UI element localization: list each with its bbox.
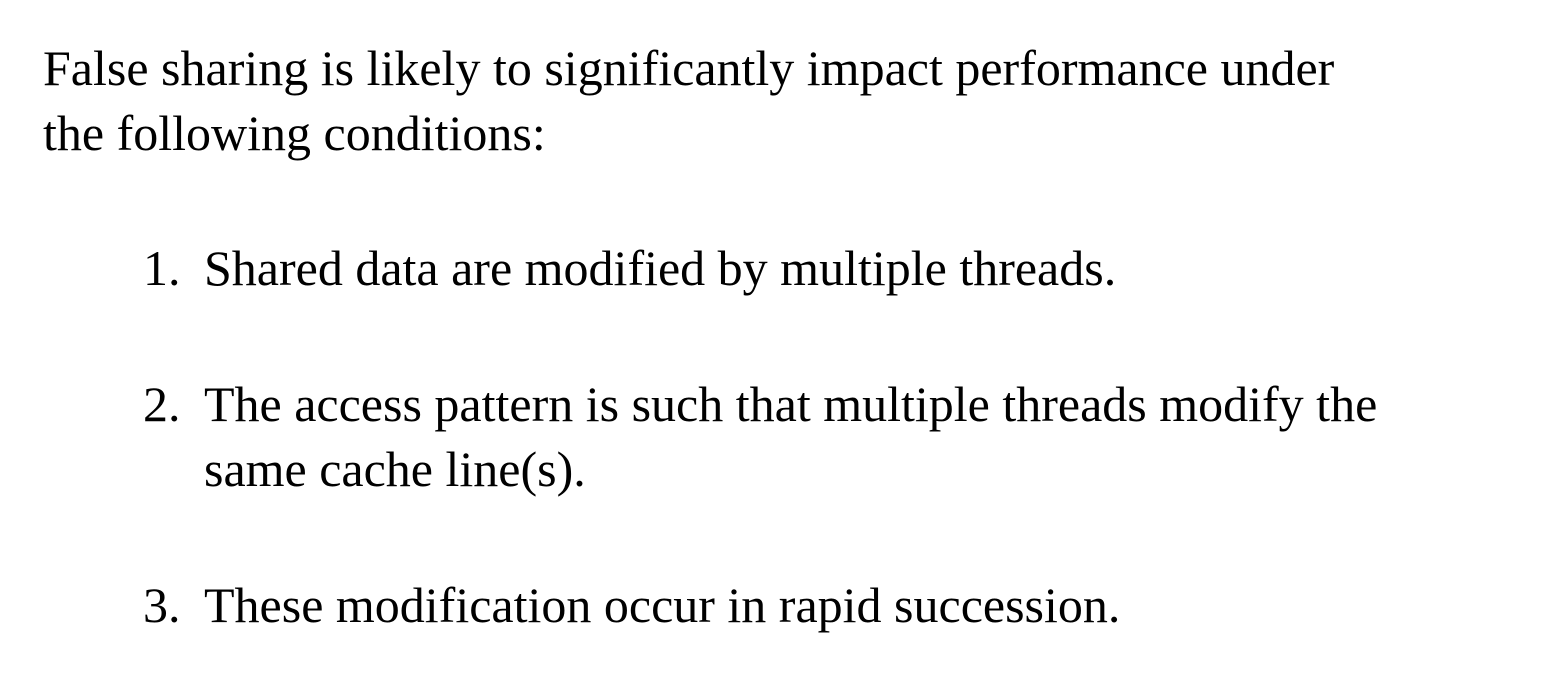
- document-body: [43, 36, 1523, 633]
- list-item: [143, 236, 1483, 301]
- list-item-text: These modification occur in rapid succession.: [204, 577, 1121, 633]
- list-item-number: 1.: [143, 240, 181, 296]
- list-item-text: Shared data are modified by multiple threads.: [204, 240, 1117, 296]
- list-item-number: 3.: [143, 577, 181, 633]
- intro-paragraph: False sharing is likely to significantly impact performance under the following conditions:: [43, 40, 1335, 161]
- list-item: [143, 573, 1483, 638]
- list-item: [143, 372, 1483, 502]
- list-item-number: 2.: [143, 376, 181, 432]
- list-item-text: The access pattern is such that multiple threads modify the same cache line(s).: [204, 376, 1378, 497]
